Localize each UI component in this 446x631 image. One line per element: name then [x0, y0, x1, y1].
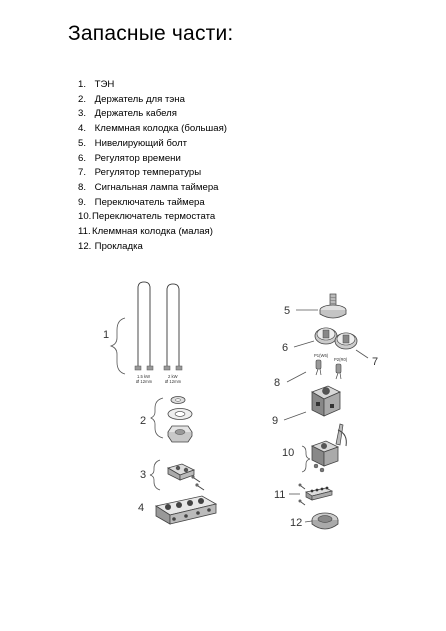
bracket-2: [151, 398, 163, 438]
heating-element-group: [103, 282, 182, 384]
signal-lamp-p1: [316, 360, 321, 375]
callout-11: 11: [274, 489, 286, 501]
heater-left-diameter: Ø 12mm: [136, 379, 153, 384]
callout-4: 4: [138, 502, 145, 514]
list-item: 1. ТЭН: [78, 79, 115, 90]
timer-knob: [315, 328, 337, 344]
callout-8: 8: [274, 377, 281, 389]
terminal-block-small-group: [274, 484, 332, 506]
cable-holder-group: [140, 460, 204, 490]
callout-7: 7: [372, 356, 379, 368]
list-item: 8. Сигнальная лампа таймера: [78, 181, 219, 193]
callout-1: 1: [103, 329, 110, 341]
knobs-group: [282, 328, 378, 368]
washer-small: [171, 397, 185, 404]
terminal-block-large-group: [138, 496, 216, 524]
heater-element-right: [164, 284, 182, 370]
clamp-screws: [191, 475, 204, 490]
heater-right-power: 2 kW: [168, 374, 178, 379]
page-title: Запасные части:: [68, 22, 234, 45]
bracket-1: [111, 318, 125, 374]
bracket-10: [302, 446, 310, 472]
leader-12: [305, 521, 312, 522]
callout-2: 2: [140, 415, 147, 427]
levelling-bolt-group: [284, 294, 346, 318]
leader-6: [294, 341, 314, 347]
callout-6: 6: [282, 342, 289, 354]
callout-12: 12: [290, 517, 303, 529]
list-item: 9. Переключатель таймера: [78, 196, 205, 208]
terminal-block-small: [306, 487, 332, 500]
lamp-label-p1: P1(W6): [314, 353, 329, 358]
list-item: 4. Клеммная колодка (большая): [78, 123, 227, 135]
callout-5: 5: [284, 305, 291, 317]
heater-holder-group: [140, 397, 192, 443]
list-item: 6. Регулятор времени: [78, 152, 181, 164]
list-item: 3. Держатель кабеля: [78, 108, 177, 120]
bracket-3: [150, 460, 160, 490]
heater-right-diameter: Ø 12mm: [165, 379, 182, 384]
gasket: [312, 513, 338, 529]
callout-3: 3: [140, 469, 147, 481]
lamp-label-p2: P2(R0): [334, 357, 348, 362]
leader-9: [284, 412, 306, 420]
callout-9: 9: [272, 415, 279, 427]
timer-switch-group: [272, 386, 340, 427]
leader-8: [287, 372, 306, 382]
terminal-block-large: [156, 496, 216, 524]
heater-left-power: 1.5 kW: [137, 374, 151, 379]
gasket-group: [290, 513, 338, 529]
thermostat-switch-group: [282, 424, 346, 472]
heater-element-left: [135, 282, 153, 370]
leader-7: [356, 350, 368, 358]
list-item: 5. Нивелирующий болт: [78, 137, 188, 149]
signal-lamps-group: [274, 353, 348, 389]
timer-switch: [312, 386, 340, 416]
list-item: 12. Прокладка: [78, 240, 143, 252]
list-item: 7. Регулятор температуры: [78, 167, 202, 179]
levelling-bolt: [320, 294, 346, 318]
washer-large: [168, 409, 192, 420]
thermostat-switch: [312, 424, 346, 466]
list-item: 2. Держатель для тэна: [78, 93, 185, 105]
signal-lamp-p2: [336, 364, 341, 379]
cable-clamp: [168, 464, 194, 480]
hex-nut: [168, 426, 192, 442]
callout-10: 10: [282, 447, 295, 459]
temperature-knob: [335, 333, 357, 349]
list-item: 10.Переключатель термостата: [78, 211, 216, 223]
list-item: 11.Клеммная колодка (малая): [78, 226, 213, 238]
